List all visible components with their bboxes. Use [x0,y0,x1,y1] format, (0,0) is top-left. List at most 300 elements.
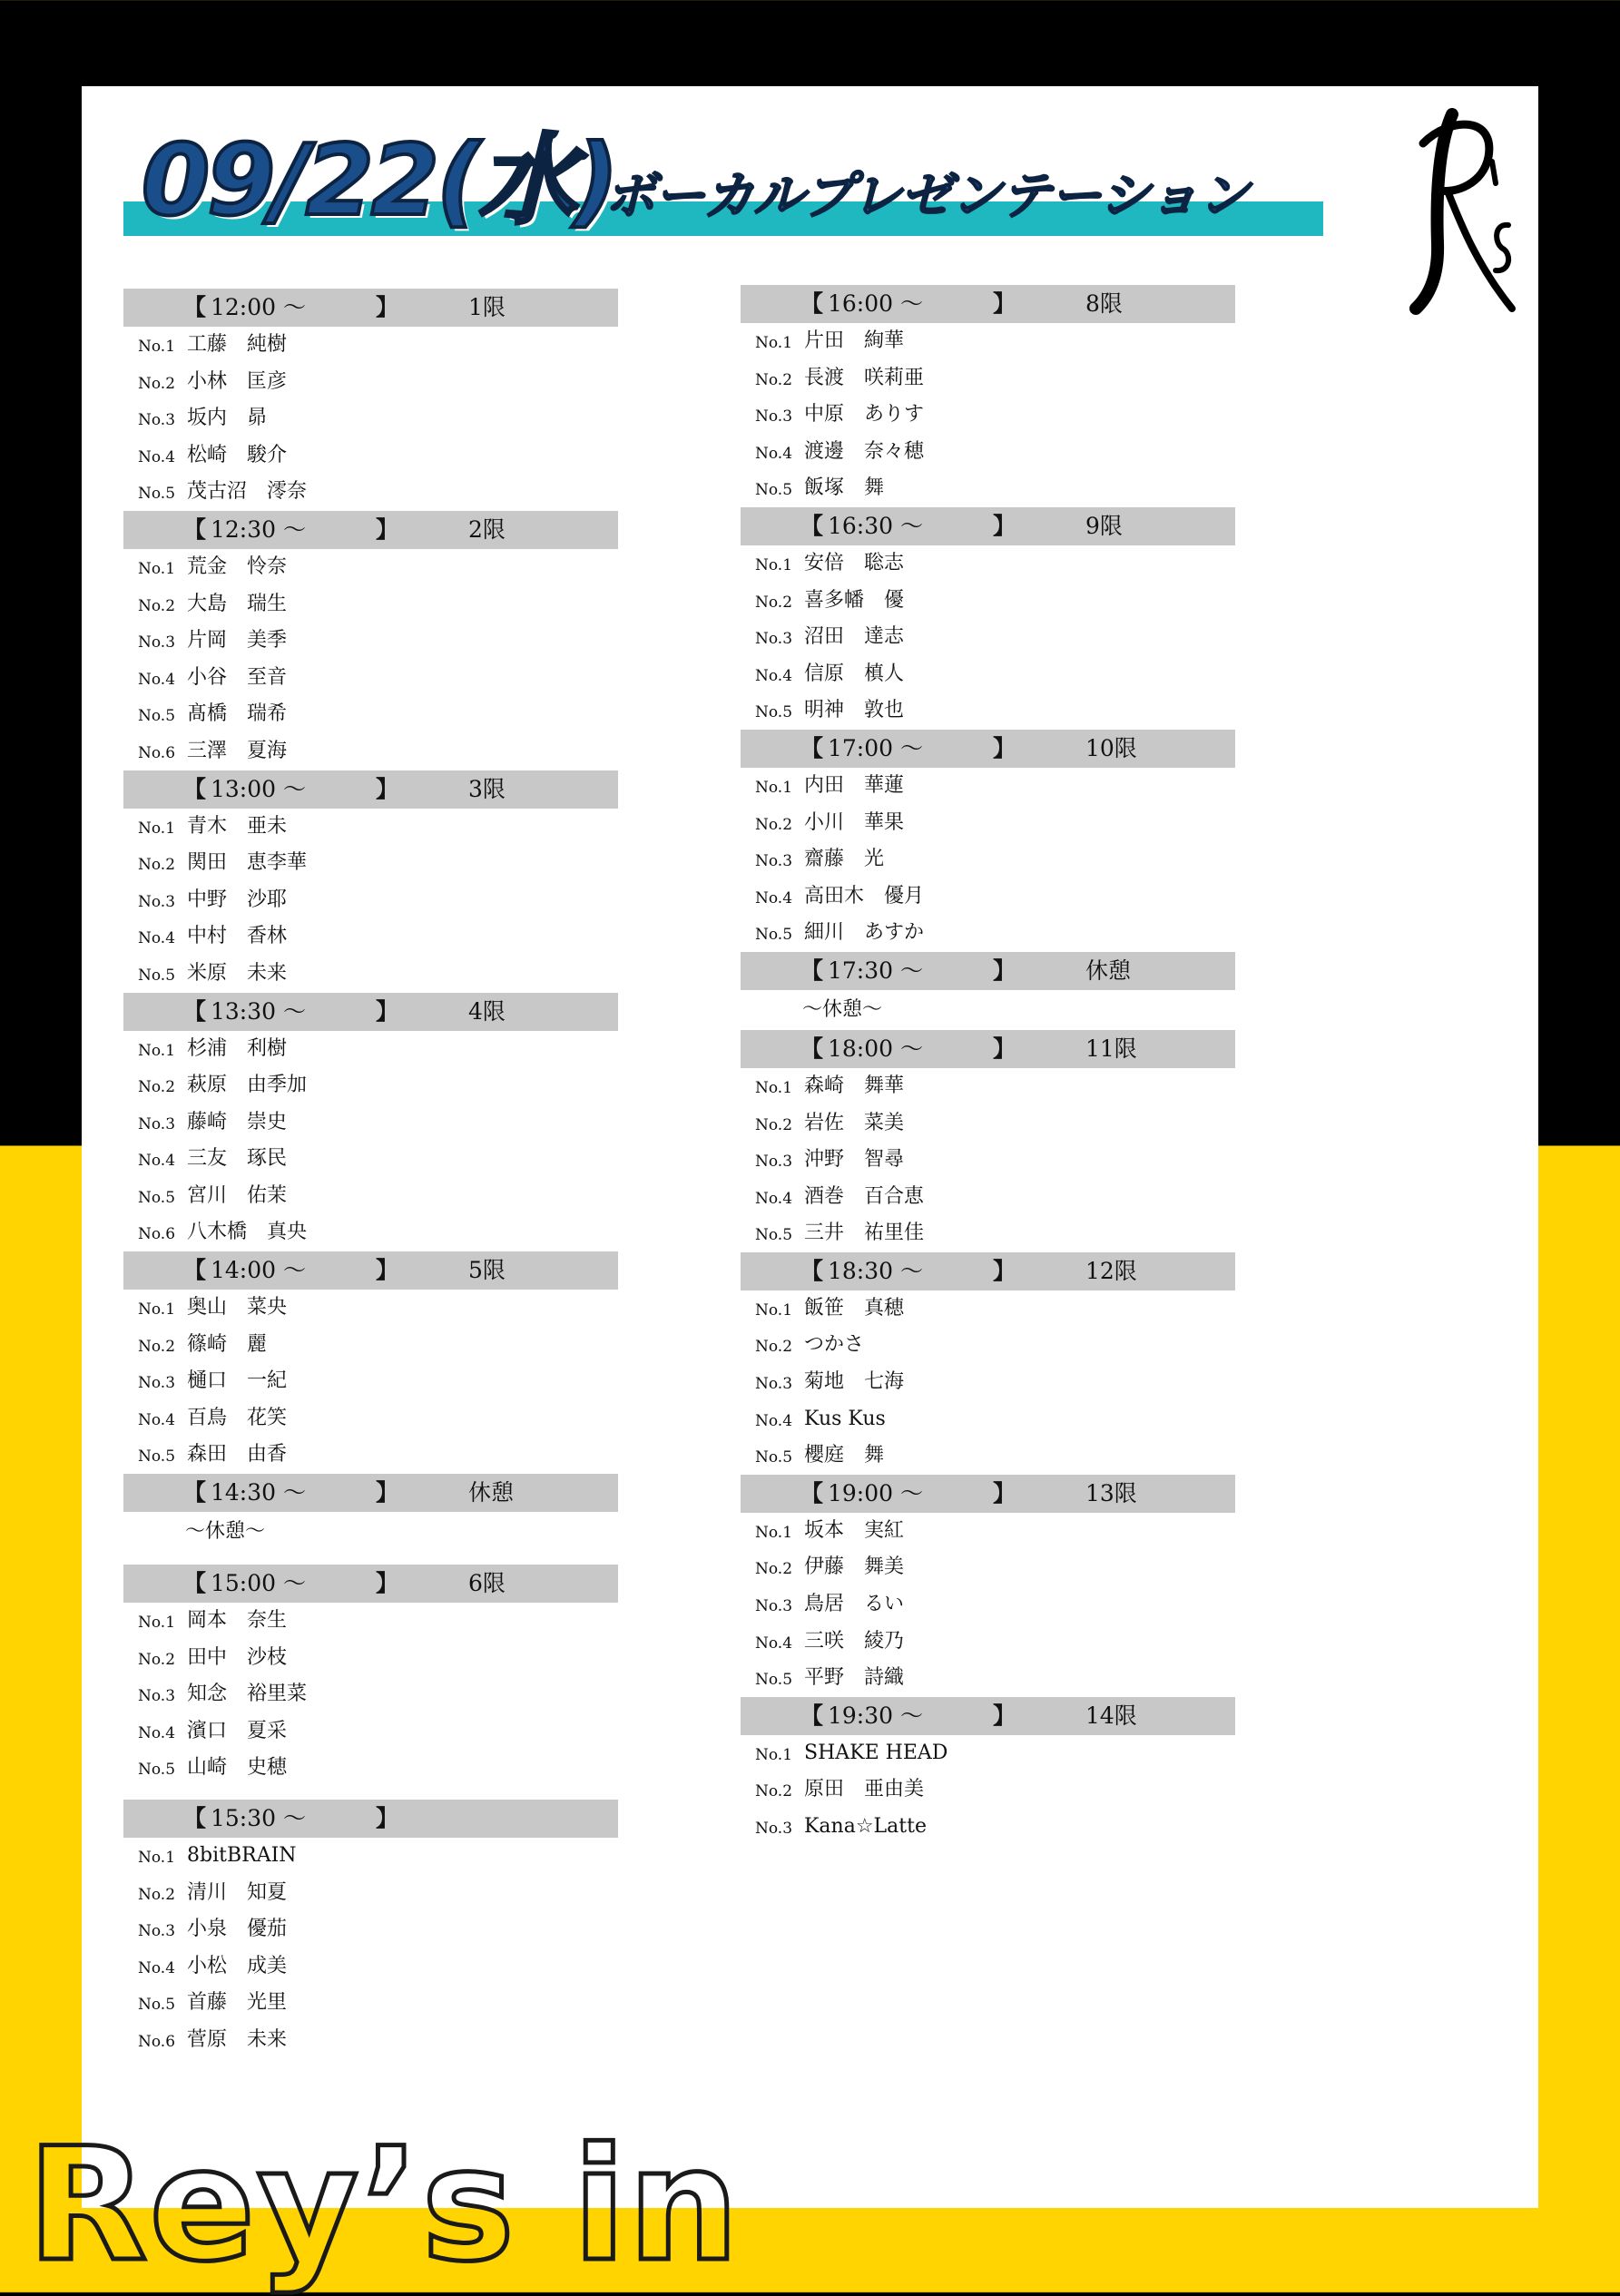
time-slot [741,1697,1235,1846]
performer-row [123,1911,618,1948]
slot-period: 9限 [1085,512,1123,539]
performer-number: No.1 [138,559,176,578]
performer-name: Kus Kus [804,1407,886,1430]
performer-row [741,1809,1235,1846]
performer-row [123,1875,618,1912]
performer-name: 田中 沙枝 [187,1645,288,1669]
performer-number: No.2 [138,1078,176,1097]
open-bracket: 【 [800,1479,824,1506]
slot-header [741,1030,1235,1068]
close-bracket: 】 [993,957,1016,984]
performer-name: 米原 未来 [187,961,288,985]
performer-name: 森崎 舞華 [804,1074,905,1097]
performer-name: 百鳥 花笑 [187,1406,288,1429]
slot-header [123,993,618,1031]
performer-number: No.3 [755,407,793,427]
slot-time: 15:30 ～ [211,1805,306,1831]
performer-number: No.1 [138,338,176,356]
schedule-column-left [123,289,618,2059]
performer-number: No.5 [138,1996,176,2015]
time-slot [741,285,1235,507]
open-bracket: 【 [800,512,824,539]
slot-period: 10限 [1085,734,1137,761]
slot-time: 12:30 ～ [211,515,306,543]
open-bracket: 【 [800,1702,824,1729]
time-slot [123,511,618,770]
time-slot [741,1475,1235,1697]
performer-row [741,1068,1235,1105]
performer-number: No.1 [138,819,176,838]
performer-number: No.4 [755,1411,793,1430]
slot-header [123,770,618,809]
performer-name: 中野 沙耶 [187,888,288,911]
performer-row [741,397,1235,434]
slot-period: 5限 [468,1257,506,1284]
performer-number: No.5 [755,1226,793,1245]
performer-name: 渡邊 奈々穂 [804,439,925,463]
time-slot [741,507,1235,730]
performer-row [123,1031,618,1068]
performer-number: No.2 [755,1115,793,1134]
performer-name: 齋藤 光 [804,848,885,871]
performer-row [741,1437,1235,1475]
time-slot [123,770,618,993]
performer-row [123,1750,618,1787]
performer-number: No.5 [138,1761,176,1780]
performer-row [123,400,618,437]
performer-number: No.5 [755,1671,793,1690]
performer-name: 小谷 至音 [187,665,288,689]
performer-number: No.4 [138,447,176,466]
open-bracket: 【 [183,1570,207,1597]
slot-header [123,1565,618,1603]
slot-header [741,507,1235,545]
performer-number: No.6 [138,743,176,762]
performer-name: 三咲 綾乃 [804,1629,905,1653]
performer-number: No.5 [138,707,176,726]
performer-number: No.4 [138,1152,176,1171]
open-bracket: 【 [183,1805,207,1831]
performer-number: No.3 [138,411,176,430]
performer-name: 内田 華蓮 [804,773,905,797]
slot-header [123,289,618,327]
performer-row [123,1214,618,1251]
open-bracket: 【 [800,1257,824,1284]
performer-name: 鳥居 るい [804,1593,905,1616]
performer-row [123,549,618,586]
performer-name: 飯塚 舞 [804,476,885,500]
performer-name: 首藤 光里 [187,1991,288,2015]
performer-number: No.5 [755,1448,793,1467]
open-bracket: 【 [183,775,207,802]
performer-name: 大島 瑞生 [187,592,288,615]
performer-name: 清川 知夏 [187,1880,288,1904]
performer-name: 三井 祐里佳 [804,1222,925,1245]
performer-number: No.5 [755,926,793,945]
performer-row [741,470,1235,507]
performer-row [741,915,1235,952]
performer-row [741,656,1235,693]
performer-number: No.5 [138,1447,176,1467]
performer-number: No.4 [138,929,176,948]
slot-period: 3限 [468,775,506,802]
performer-row [123,1640,618,1677]
performer-number: No.3 [755,1153,793,1172]
performer-name: 中原 ありす [804,403,925,427]
performer-row [123,1437,618,1474]
brand-wordmark: Rey’s in [27,2114,741,2296]
performer-row [123,1141,618,1178]
performer-name: 関田 恵李華 [187,851,308,875]
performer-name: 八木橋 真央 [187,1221,308,1244]
performer-row [123,364,618,401]
close-bracket: 】 [993,1702,1016,1729]
performer-name: 小林 匡彦 [187,369,288,393]
close-bracket: 】 [993,1035,1016,1062]
performer-number: No.1 [755,1078,793,1097]
performer-name: 信原 槙人 [804,662,905,685]
performer-row [123,437,618,475]
performer-row [123,809,618,846]
performer-row [123,586,618,623]
performer-number: No.3 [138,1922,176,1941]
close-bracket: 】 [376,1805,399,1831]
performer-name: 青木 亜未 [187,814,288,838]
performer-row [123,918,618,956]
slot-time: 14:30 ～ [211,1479,306,1506]
performer-number: No.2 [755,593,793,612]
performer-name: 片田 絢華 [804,329,905,352]
close-bracket: 】 [376,294,399,320]
slot-header [741,730,1235,768]
performer-row [741,1105,1235,1143]
performer-row [123,1104,618,1142]
performer-row [123,1838,618,1875]
performer-row [123,660,618,697]
performer-row [741,841,1235,878]
performer-number: No.3 [755,630,793,649]
performer-name: 長渡 咲莉亜 [804,366,925,389]
performer-name: 森田 由香 [187,1443,288,1467]
performer-number: No.3 [755,1820,793,1838]
performer-row [123,1327,618,1364]
slot-period: 14限 [1085,1702,1137,1729]
close-bracket: 】 [993,734,1016,761]
performer-name: 櫻庭 舞 [804,1444,885,1467]
break-row [123,1512,618,1552]
performer-number: No.5 [755,481,793,500]
performer-number: No.3 [138,633,176,652]
performer-row [123,1676,618,1713]
close-bracket: 】 [376,1479,399,1506]
title-date: 09/22(水) [142,124,616,238]
performer-name: 岡本 奈生 [187,1609,288,1633]
performer-name: 中村 香林 [187,925,288,948]
slot-header [123,511,618,549]
slot-header [123,1251,618,1290]
performer-number: No.4 [755,888,793,908]
performer-row [741,1549,1235,1586]
close-bracket: 】 [376,775,399,802]
performer-name: 三友 琢民 [187,1147,288,1171]
open-bracket: 【 [183,294,207,320]
performer-name: 小川 華果 [804,810,905,834]
performer-row [123,956,618,993]
performer-name: 奥山 菜央 [187,1296,288,1320]
performer-number: No.2 [138,596,176,615]
slot-time: 18:00 ～ [828,1035,923,1062]
performer-row [741,1142,1235,1179]
time-slot [123,1565,618,1787]
spacer [123,1552,618,1565]
break-text: ～休憩～ [802,997,883,1021]
time-slot [123,289,618,511]
performer-number: No.1 [138,1614,176,1633]
performer-name: 宮川 佑茉 [187,1183,288,1207]
performer-number: No.4 [138,1723,176,1742]
performer-row [741,1215,1235,1252]
slot-time: 12:00 ～ [211,294,306,320]
performer-row [123,1713,618,1751]
performer-number: No.4 [138,1958,176,1977]
performer-number: No.3 [138,1687,176,1706]
slot-period: 13限 [1085,1479,1137,1506]
slot-period: 6限 [468,1570,506,1597]
performer-number: No.2 [138,856,176,875]
performer-row [741,1179,1235,1216]
slot-time: 17:00 ～ [828,734,923,761]
performer-row [123,845,618,882]
performer-row [123,474,618,511]
performer-number: No.1 [138,1300,176,1320]
performer-row [123,327,618,364]
slot-time: 14:00 ～ [211,1257,306,1284]
time-slot [741,1252,1235,1475]
slot-time: 13:30 ～ [211,997,306,1025]
slot-time: 16:30 ～ [828,512,923,539]
performer-row [123,1948,618,1986]
performer-number: No.2 [755,1560,793,1579]
performer-name: 工藤 純樹 [187,333,288,356]
performer-name: 松崎 駿介 [187,443,288,466]
slot-header [123,1800,618,1838]
performer-row [741,1624,1235,1661]
performer-name: 藤崎 崇史 [187,1110,288,1133]
performer-name: 樋口 一紀 [187,1369,288,1393]
slot-header [741,285,1235,323]
performer-name: つかさ [804,1333,865,1357]
performer-name: 細川 あすか [804,921,925,945]
performer-name: 髙橋 瑞希 [187,702,288,726]
performer-number: No.4 [138,1410,176,1429]
performer-number: No.4 [138,670,176,689]
slot-time: 17:30 ～ [828,957,923,984]
performer-row [741,1327,1235,1364]
performer-name: 荒金 怜奈 [187,554,288,578]
performer-name: 菅原 未来 [187,2027,288,2051]
time-slot [741,730,1235,952]
title-subtitle: ボーカルプレゼンテーション [604,167,1249,226]
slot-header [741,1697,1235,1735]
performer-number: No.2 [138,1885,176,1904]
performer-number: No.3 [138,1114,176,1133]
performer-name: 坂内 昴 [187,407,268,430]
page-title [123,124,1323,243]
performer-number: No.3 [138,1374,176,1393]
performer-number: No.2 [755,370,793,389]
slot-time: 16:00 ～ [828,290,923,317]
slot-period: 休憩 [1085,957,1132,984]
performer-number: No.2 [138,1337,176,1356]
performer-number: No.5 [755,703,793,722]
performer-row [123,623,618,660]
performer-number: No.4 [755,666,793,685]
performer-row [123,1067,618,1104]
break-row [741,990,1235,1030]
performer-number: No.3 [755,1597,793,1616]
slot-period: 2限 [468,515,506,543]
performer-name: 高田木 優月 [804,884,925,908]
performer-name: 茂古沼 澪奈 [187,480,308,504]
time-slot [741,952,1235,1030]
performer-name: 杉浦 利樹 [187,1036,288,1060]
performer-name: 明神 敦也 [804,699,905,722]
slot-header [741,952,1235,990]
performer-number: No.2 [755,1782,793,1801]
slot-period: 4限 [468,997,506,1025]
performer-name: 三澤 夏海 [187,739,288,762]
open-bracket: 【 [800,290,824,317]
performer-name: 平野 詩織 [804,1666,905,1690]
performer-name: 沼田 達志 [804,625,905,649]
performer-name: 8bitBRAIN [187,1844,297,1867]
performer-row [741,1660,1235,1697]
performer-row [123,1290,618,1327]
performer-number: No.2 [138,374,176,393]
performer-row [741,583,1235,620]
spacer [123,1787,618,1800]
slot-time: 19:30 ～ [828,1702,923,1729]
performer-row [741,619,1235,656]
performer-number: No.1 [755,334,793,352]
performer-row [123,1603,618,1640]
performer-number: No.4 [755,1189,793,1208]
performer-number: No.2 [755,1338,793,1357]
performer-row [123,2022,618,2059]
performer-name: 岩佐 菜美 [804,1111,905,1134]
performer-name: 伊藤 舞美 [804,1555,905,1579]
performer-row [741,1401,1235,1438]
slot-period: 11限 [1085,1035,1137,1062]
time-slot [741,1030,1235,1252]
performer-name: 安倍 聡志 [804,551,905,574]
slot-time: 18:30 ～ [828,1257,923,1284]
slot-period: 休憩 [468,1479,515,1506]
performer-row [741,545,1235,583]
performer-name: 萩原 由季加 [187,1074,308,1097]
open-bracket: 【 [800,1035,824,1062]
performer-number: No.4 [755,1634,793,1653]
performer-name: 小松 成美 [187,1954,288,1977]
performer-row [741,1586,1235,1624]
close-bracket: 】 [993,1479,1016,1506]
performer-number: No.3 [138,892,176,911]
performer-name: 原田 亜由美 [804,1778,925,1801]
performer-row [741,878,1235,916]
close-bracket: 】 [376,515,399,543]
performer-number: No.5 [138,1188,176,1207]
performer-number: No.4 [755,444,793,463]
open-bracket: 【 [800,734,824,761]
performer-name: 篠崎 麗 [187,1332,268,1356]
open-bracket: 【 [183,1479,207,1506]
performer-name: 小泉 優茄 [187,1918,288,1941]
slot-header [123,1474,618,1512]
performer-number: No.2 [755,815,793,834]
performer-row [741,323,1235,360]
performer-number: No.1 [755,1523,793,1542]
performer-number: No.6 [138,2032,176,2051]
close-bracket: 】 [993,1257,1016,1284]
performer-row [123,1985,618,2022]
performer-row [741,360,1235,397]
performer-number: No.1 [755,1745,793,1764]
performer-row [741,1735,1235,1772]
performer-row [741,434,1235,471]
time-slot [123,993,618,1252]
performer-number: No.1 [138,1849,176,1867]
slot-period: 12限 [1085,1257,1137,1284]
performer-row [123,1363,618,1400]
performer-name: 飯笹 真穂 [804,1296,905,1320]
close-bracket: 】 [376,997,399,1025]
slot-period: 8限 [1085,290,1123,317]
slot-time: 15:00 ～ [211,1570,306,1597]
performer-name: SHAKE HEAD [804,1741,948,1764]
performer-number: No.1 [138,1041,176,1060]
performer-row [741,1513,1235,1550]
performer-row [741,768,1235,805]
performer-row [741,1290,1235,1328]
break-text: ～休憩～ [185,1520,266,1544]
performer-name: 沖野 智尋 [804,1148,905,1172]
performer-number: No.2 [138,1650,176,1669]
performer-name: 山崎 史穂 [187,1756,288,1780]
slot-time: 13:00 ～ [211,775,306,802]
performer-row [123,733,618,770]
performer-row [123,1178,618,1215]
close-bracket: 】 [993,290,1016,317]
slot-period: 1限 [468,294,506,320]
open-bracket: 【 [183,515,207,543]
performer-number: No.1 [755,778,793,797]
performer-number: No.5 [138,485,176,504]
performer-name: 濱口 夏采 [187,1719,288,1742]
performer-number: No.5 [138,966,176,985]
slot-time: 19:00 ～ [828,1479,923,1506]
close-bracket: 】 [993,512,1016,539]
performer-row [123,882,618,919]
performer-number: No.6 [138,1225,176,1244]
performer-name: 坂本 実紅 [804,1518,905,1542]
performer-name: 菊地 七海 [804,1370,905,1394]
performer-name: Kana☆Latte [804,1815,927,1838]
performer-number: No.1 [755,1300,793,1320]
rs-logo [1405,107,1518,316]
close-bracket: 】 [376,1570,399,1597]
open-bracket: 【 [183,1257,207,1284]
slot-header [741,1252,1235,1290]
